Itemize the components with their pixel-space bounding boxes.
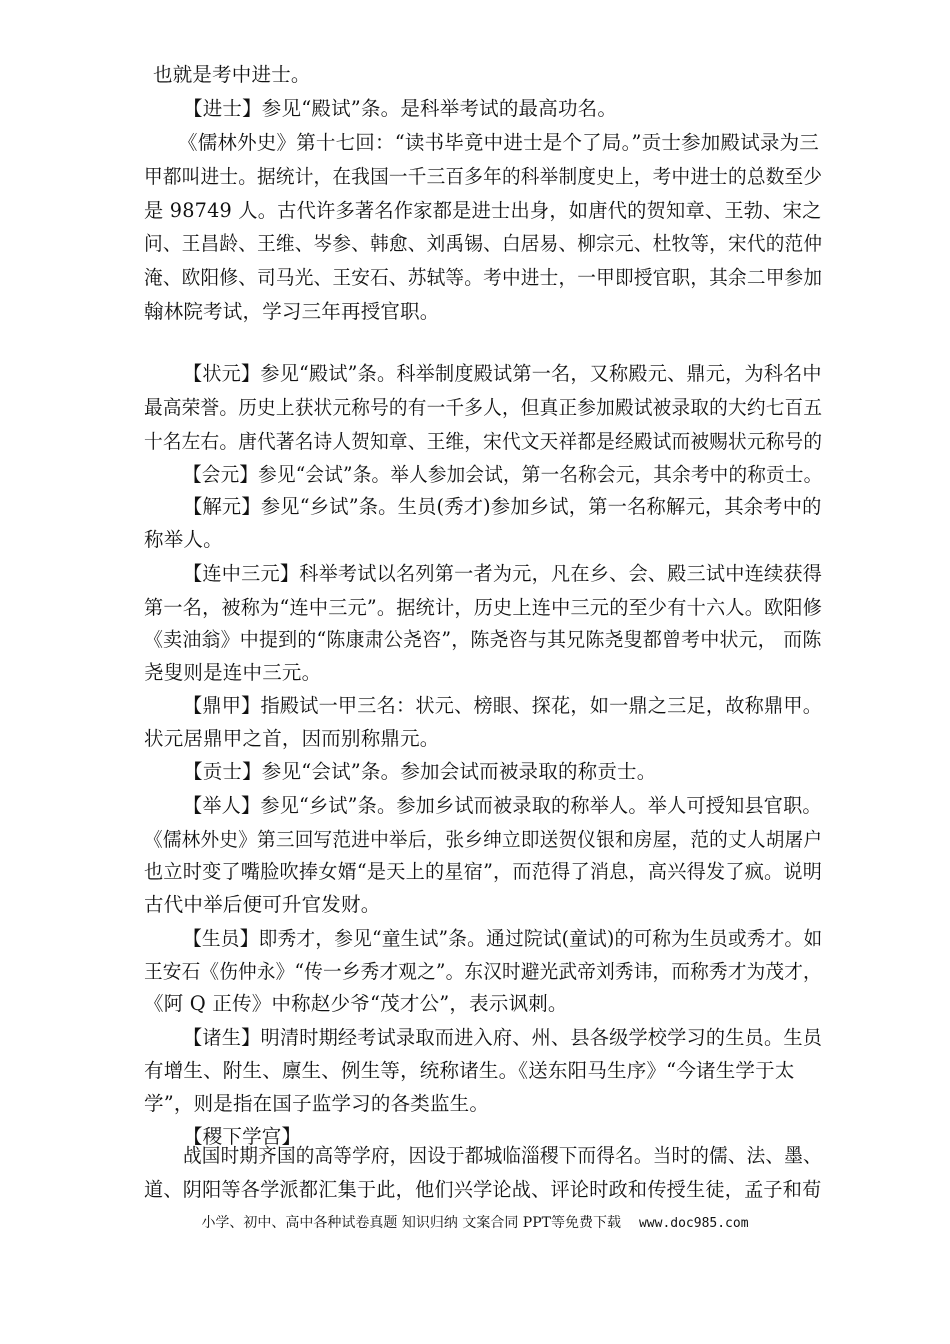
footer-link[interactable]: www.doc985.com [638,1216,749,1231]
text-line: 有增生、附生、廪生、例生等，统称诸生。《送东阳马生序》“今诸生学于太 [144,1059,795,1082]
text-line: 王安石《伤仲永》“传一乡秀才观之”。东汉时避光武帝刘秀讳，而称秀才为茂才， [144,960,822,983]
text-line: 【贡士】参见“会试”条。参加会试而被录取的称贡士。 [183,760,657,783]
text-line: 《卖油翁》中提到的“陈康肃公尧咨”，陈尧咨与其兄陈尧叟都曾考中状元， 而陈 [144,628,822,651]
text-line: 《儒林外史》第三回写范进中举后，张乡绅立即送贺仪银和房屋，范的丈人胡屠户 [144,828,823,851]
text-line: 道、阴阳等各学派都汇集于此，他们兴学论战、评论时政和传授生徒，孟子和荀 [144,1178,822,1201]
page-footer [0,1213,950,1234]
text-line: 翰林院考试，学习三年再授官职。 [144,300,440,323]
text-line: 学”，则是指在国子监学习的各类监生。 [144,1092,490,1115]
text-line: 【状元】参见“殿试”条。科举制度殿试第一名，又称殿元、鼎元，为科名中 [183,362,822,385]
text-line: 【会元】参见“会试”条。举人参加会试，第一名称会元，其余考中的称贡士。 [183,463,823,486]
text-line: 也就是考中进士。 [153,63,311,86]
text-line: 战国时期齐国的高等学府，因设于都城临淄稷下而得名。当时的儒、法、墨、 [183,1144,822,1167]
text-line: 称举人。 [144,528,223,551]
text-line: 【解元】参见“乡试”条。生员(秀才)参加乡试，第一名称解元，其余考中的 [183,495,822,518]
text-line: 【举人】参见“乡试”条。参加乡试而被录取的称举人。举人可授知县官职。 [183,794,822,817]
text-line: 最高荣誉。历史上获状元称号的有一千多人，但真正参加殿试被录取的大约七百五 [144,396,823,419]
text-line: 古代中举后便可升官发财。 [144,893,381,916]
text-line: 【稷下学宫】 [183,1125,302,1148]
text-line: 【鼎甲】指殿试一甲三名：状元、榜眼、探花，如一鼎之三足，故称鼎甲。 [183,694,823,717]
text-line: 第一名，被称为“连中三元”。据统计，历史上连中三元的至少有十六人。欧阳修 [144,596,823,619]
footer-text: 小学、初中、高中各种试卷真题 知识归纳 文案合同 PPT等免费下载 [201,1215,621,1231]
text-line: 也立时变了嘴脸吹捧女婿“是天上的星宿”，而范得了消息，高兴得发了疯。说明 [144,860,823,883]
text-line: 《儒林外史》第十七回：“读书毕竟中进士是个了局。”贡士参加殿试录为三 [178,131,819,154]
text-line: 甲都叫进士。据统计，在我国一千三百多年的科举制度史上，考中进士的总数至少 [144,165,823,188]
text-line: 尧叟则是连中三元。 [144,661,322,684]
text-line: 【进士】参见“殿试”条。是科举考试的最高功名。 [183,97,618,120]
text-line: 《阿 Q 正传》中称赵少爷“茂才公”，表示讽刺。 [144,992,568,1015]
text-line: 问、王昌龄、王维、岑参、韩愈、刘禹锡、白居易、柳宗元、杜牧等，宋代的范仲 [144,232,823,255]
text-line: 十名左右。唐代著名诗人贺知章、王维，宋代文天祥都是经殿试而被赐状元称号的 [144,430,823,453]
text-line: 淹、欧阳修、司马光、王安石、苏轼等。考中进士，一甲即授官职，其余二甲参加 [144,266,823,289]
text-line: 【生员】即秀才，参见“童生试”条。通过院试(童试)的可称为生员或秀才。如 [183,927,823,950]
text-line: 【诸生】明清时期经考试录取而进入府、州、县各级学校学习的生员。生员 [183,1026,823,1049]
text-line: 【连中三元】科举考试以名列第一者为元，凡在乡、会、殿三试中连续获得 [183,562,823,585]
text-line: 状元居鼎甲之首，因而别称鼎元。 [144,727,440,750]
text-line: 是 98749 人。古代许多著名作家都是进士出身，如唐代的贺知章、王勃、宋之 [144,199,822,222]
